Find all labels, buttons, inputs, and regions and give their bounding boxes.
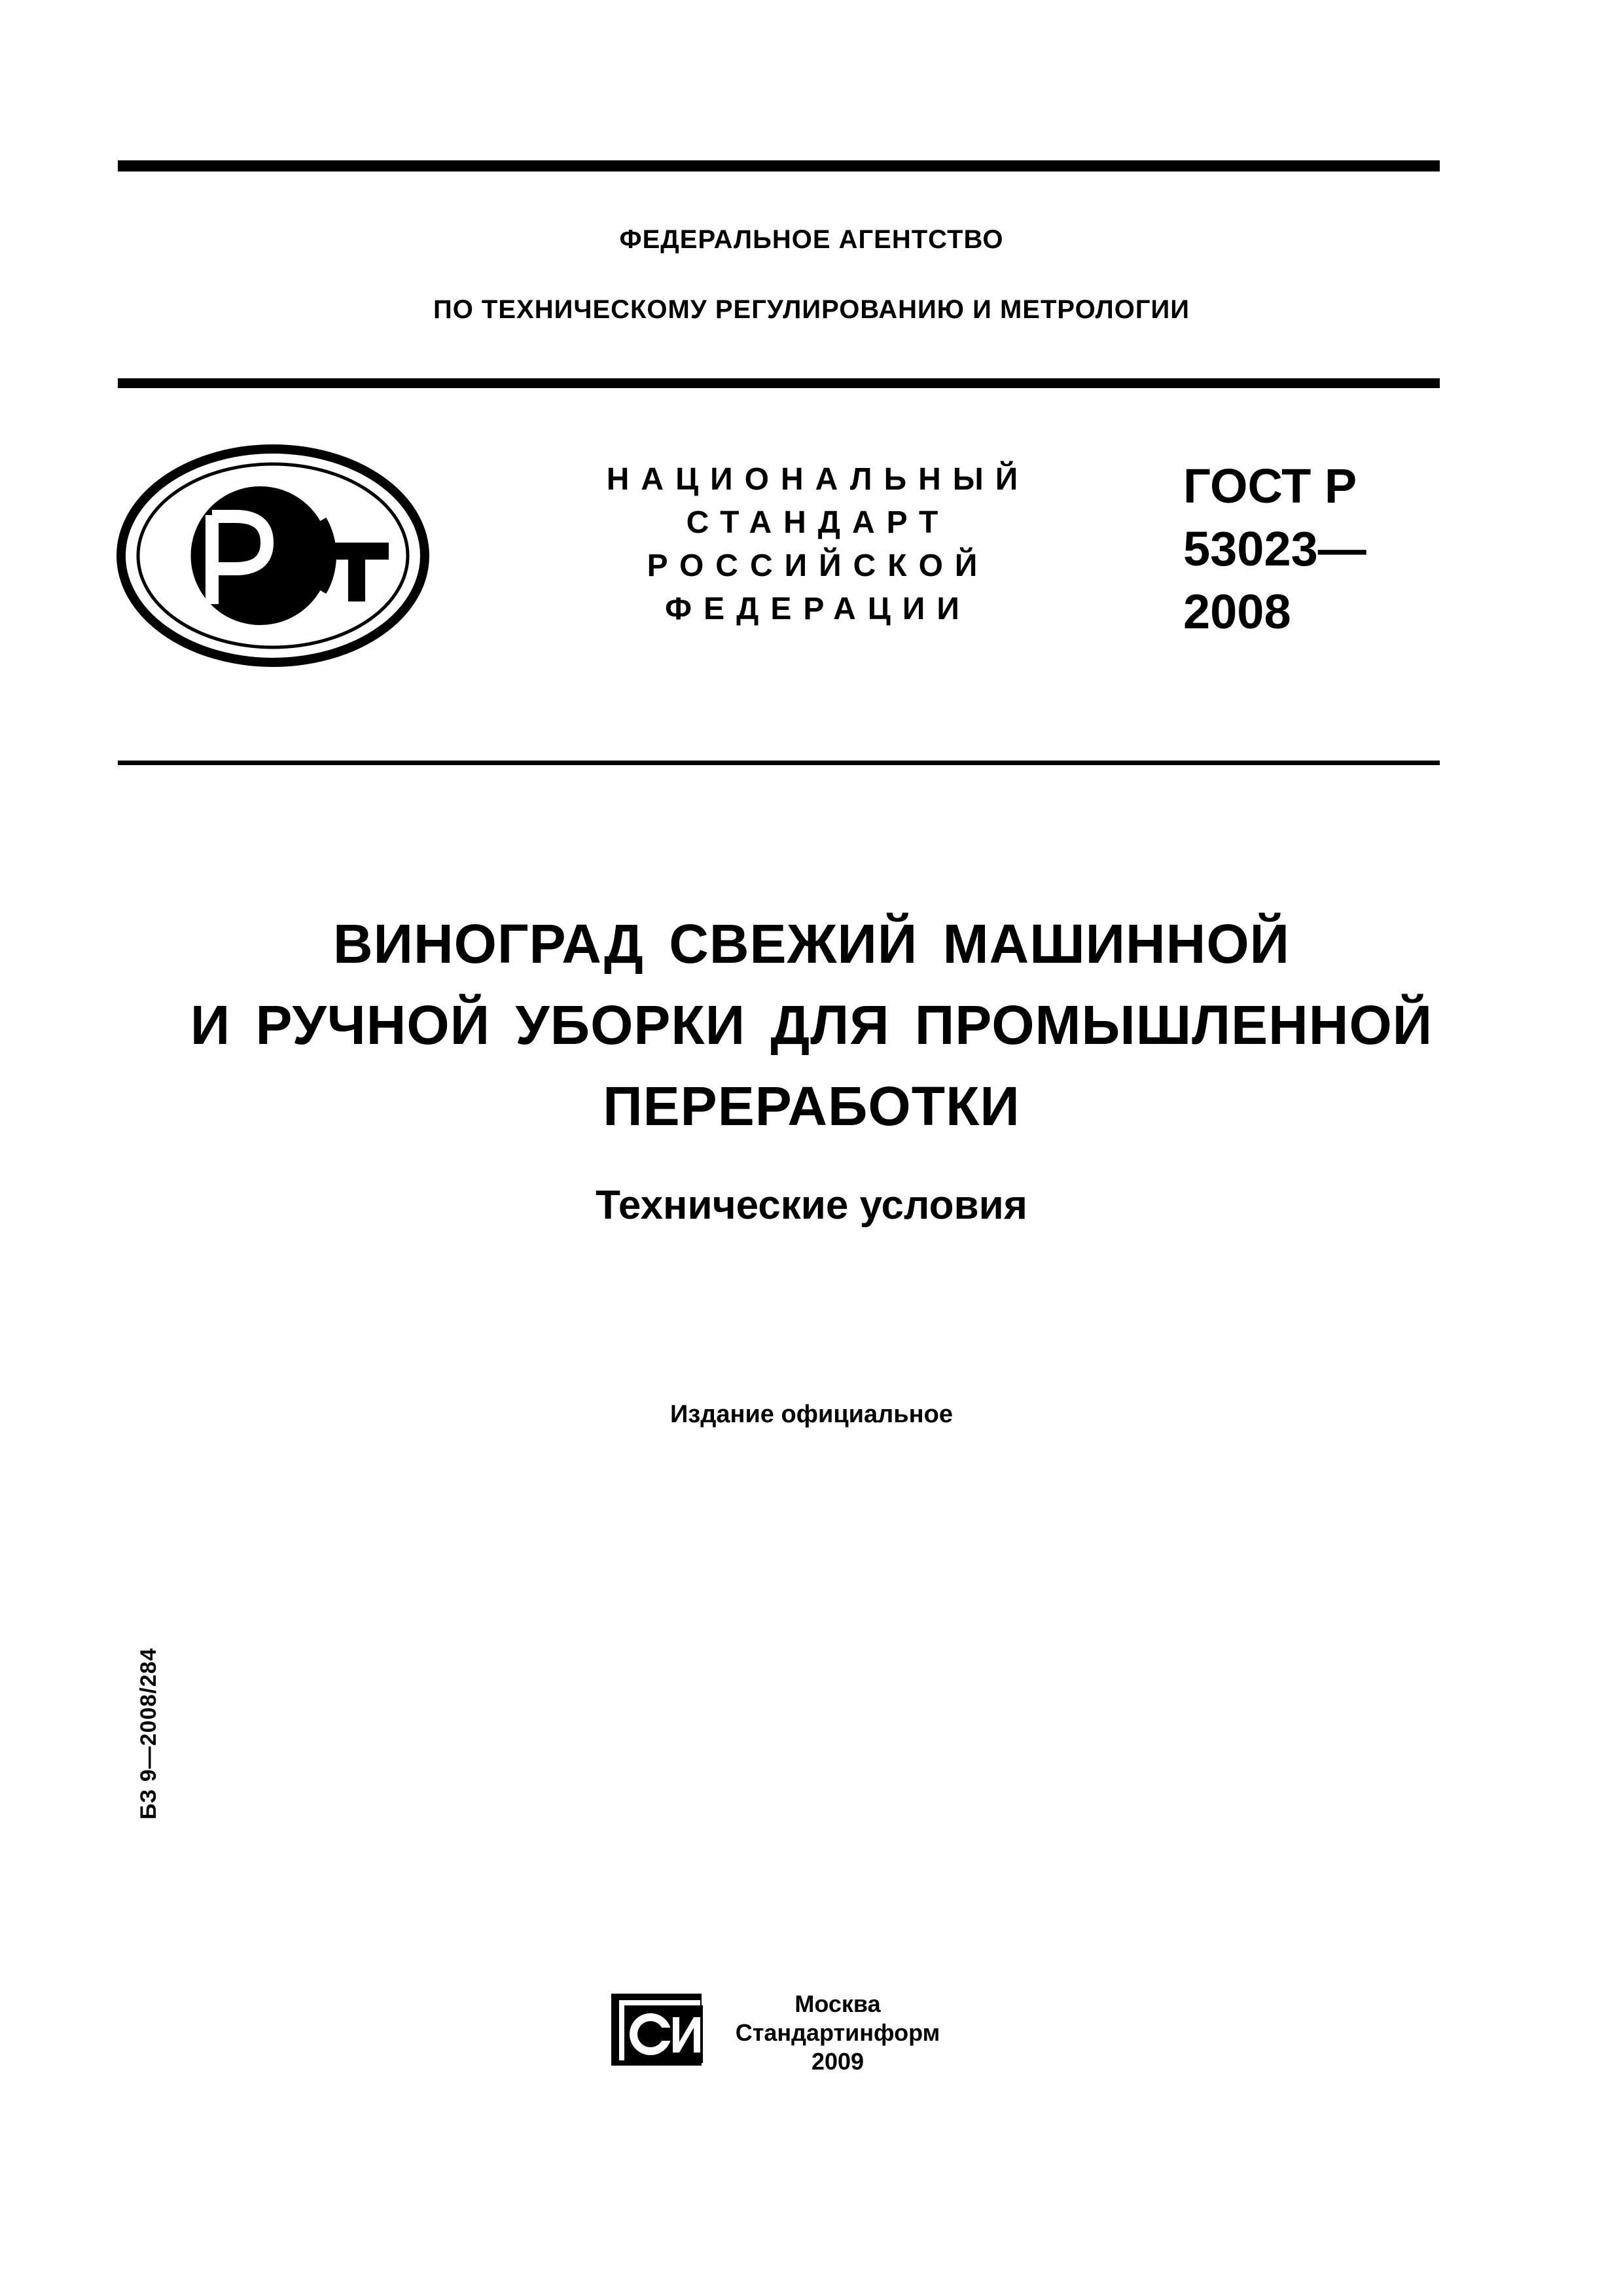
designation-line-3: 2008 — [1183, 584, 1291, 639]
national-line-4: ФЕДЕРАЦИИ — [665, 592, 971, 626]
side-code: БЗ 9—2008/284 — [136, 1647, 161, 1820]
designation-line-1: ГОСТ Р — [1183, 459, 1357, 513]
edition-label: Издание официальное — [670, 1401, 953, 1428]
middle-rule — [118, 378, 1440, 388]
national-line-2: СТАНДАРТ — [686, 505, 950, 540]
title-line-3: ПЕРЕРАБОТКИ — [603, 1075, 1020, 1137]
lower-rule — [118, 761, 1440, 765]
publisher-block — [720, 1990, 955, 2076]
document-subtitle: Технические условия — [596, 1183, 1027, 1228]
designation-line-2: 53023— — [1183, 522, 1366, 576]
national-line-3: РОССИЙСКОЙ — [647, 548, 990, 583]
publisher-city: Москва — [794, 1990, 881, 2017]
agency-line-1: ФЕДЕРАЛЬНОЕ АГЕНТСТВО — [619, 225, 1004, 254]
rst-certification-logo — [115, 443, 431, 668]
agency-line-2: ПО ТЕХНИЧЕСКОМУ РЕГУЛИРОВАНИЮ И МЕТРОЛОГИИ — [433, 295, 1190, 324]
title-line-2: И РУЧНОЙ УБОРКИ ДЛЯ ПРОМЫШЛЕННОЙ — [190, 994, 1433, 1056]
document-title — [0, 903, 1623, 1147]
national-line-1: НАЦИОНАЛЬНЫЙ — [606, 462, 1030, 497]
publisher-year: 2009 — [811, 2048, 865, 2075]
publisher-name: Стандартинформ — [735, 2019, 940, 2046]
top-rule — [118, 160, 1440, 171]
title-line-1: ВИНОГРАД СВЕЖИЙ МАШИННОЙ — [332, 913, 1291, 975]
standard-designation — [1183, 455, 1366, 643]
standartinform-logo — [610, 1990, 708, 2068]
national-standard-label — [510, 458, 1126, 631]
